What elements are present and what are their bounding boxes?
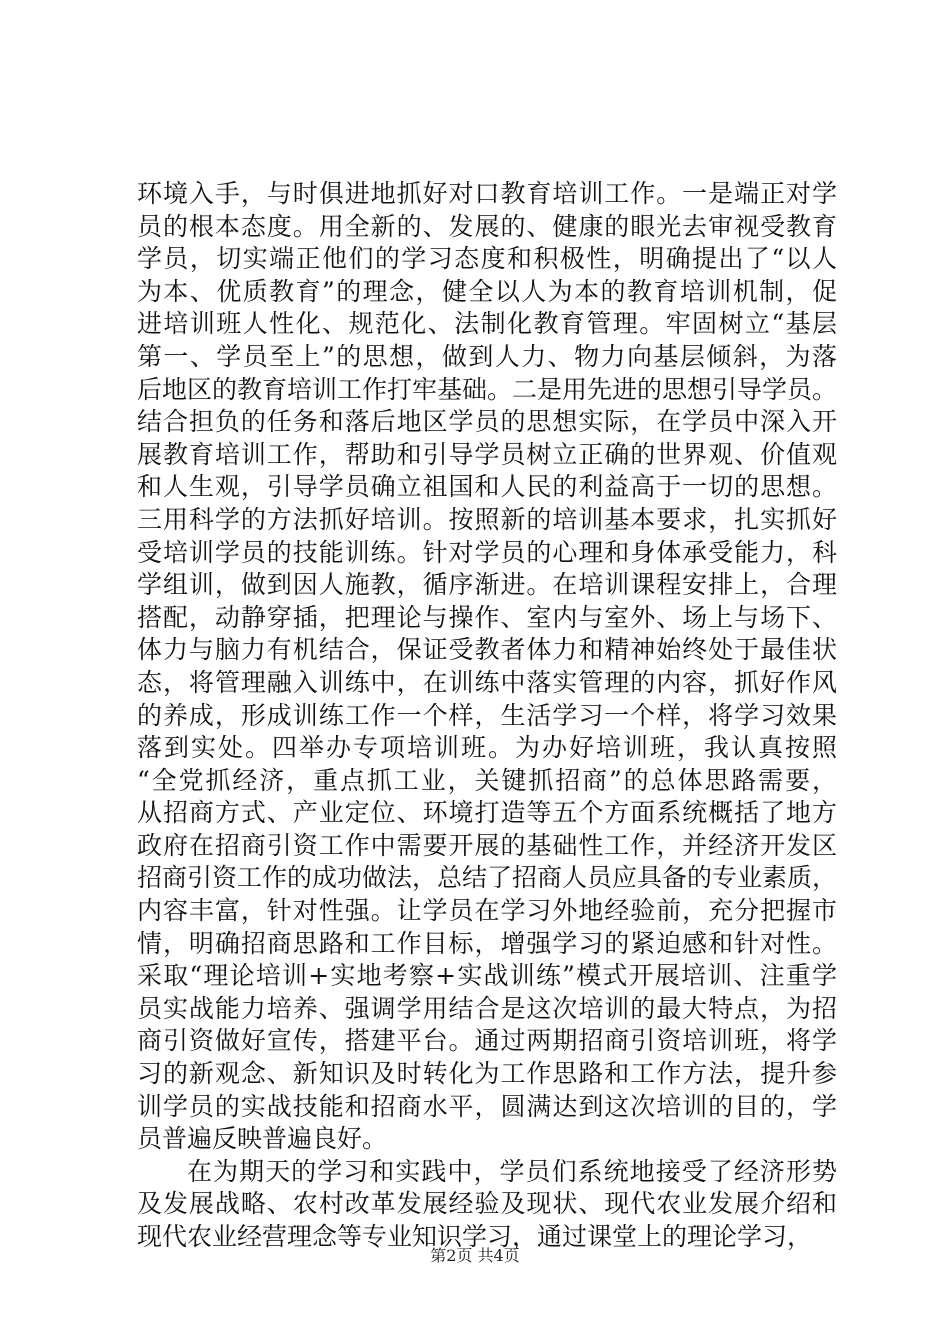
text-line: 学组训，做到因人施教，循序渐进。在培训课程安排上，合理 [137,570,837,600]
text-line: 采取“理论培训+实地考察+实战训练”模式开展培训、注重学 [137,961,837,991]
text-line: 的养成，形成训练工作一个样，生活学习一个样，将学习效果 [137,700,837,730]
text-line: 员的根本态度。用全新的、发展的、健康的眼光去审视受教育 [137,211,837,241]
text-line: 员实战能力培养、强调学用结合是这次培训的最大特点，为招 [137,993,837,1023]
text-line: 为本、优质教育”的理念，健全以人为本的教育培训机制，促 [137,276,837,306]
text-line: 落到实处。四举办专项培训班。为办好培训班，我认真按照 [137,733,837,763]
text-line: 和人生观，引导学员确立祖国和人民的利益高于一切的思想。 [137,472,837,502]
text-line: 在为期天的学习和实践中，学员们系统地接受了经济形势 [187,1156,837,1186]
text-line: 情，明确招商思路和工作目标，增强学习的紧迫感和针对性。 [137,928,837,958]
text-line: 展教育培训工作，帮助和引导学员树立正确的世界观、价值观 [137,439,837,469]
text-line: 三用科学的方法抓好培训。按照新的培训基本要求，扎实抓好 [137,504,837,534]
text-line: 政府在招商引资工作中需要开展的基础性工作，并经济开发区 [137,830,837,860]
text-line: 体力与脑力有机结合，保证受教者体力和精神始终处于最佳状 [137,635,837,665]
text-line: 结合担负的任务和落后地区学员的思想实际，在学员中深入开 [137,407,837,437]
page-footer: 第2页 共4页 [430,1246,520,1265]
text-line: 环境入手，与时俱进地抓好对口教育培训工作。一是端正对学 [137,179,837,208]
text-line: 从招商方式、产业定位、环境打造等五个方面系统概括了地方 [137,798,837,828]
text-line: 后地区的教育培训工作打牢基础。二是用先进的思想引导学员。 [137,374,838,404]
text-line: 员普遍反映普遍良好。 [137,1124,388,1154]
paragraph-container [137,178,837,1254]
paragraph [137,178,837,1156]
paragraph [137,1156,837,1254]
text-line: 搭配，动静穿插，把理论与操作、室内与室外、场上与场下、 [137,602,837,632]
text-line: 学员，切实端正他们的学习态度和积极性，明确提出了“以人 [137,244,837,274]
text-line: 习的新观念、新知识及时转化为工作思路和工作方法，提升参 [137,1059,837,1089]
text-line: 进培训班人性化、规范化、法制化教育管理。牢固树立“基层 [137,309,837,339]
text-line: 内容丰富，针对性强。让学员在学习外地经验前，充分把握市 [137,896,837,926]
text-line: “全党抓经济，重点抓工业，关键抓招商”的总体思路需要， [137,765,837,795]
text-line: 招商引资工作的成功做法，总结了招商人员应具备的专业素质， [137,863,838,893]
text-line: 及发展战略、农村改革发展经验及现状、现代农业发展介绍和 [137,1189,837,1219]
text-line: 第一、学员至上”的思想，做到人力、物力向基层倾斜，为落 [137,341,837,371]
text-line: 受培训学员的技能训练。针对学员的心理和身体承受能力，科 [137,537,837,567]
text-line: 现代农业经营理念等专业知识学习，通过课堂上的理论学习， [137,1222,813,1251]
text-line: 态，将管理融入训练中，在训练中落实管理的内容，抓好作风 [137,667,837,697]
text-line: 商引资做好宣传，搭建平台。通过两期招商引资培训班，将学 [137,1026,837,1056]
document-body [137,178,837,1254]
text-line: 训学员的实战技能和招商水平，圆满达到这次培训的目的，学 [137,1091,837,1121]
